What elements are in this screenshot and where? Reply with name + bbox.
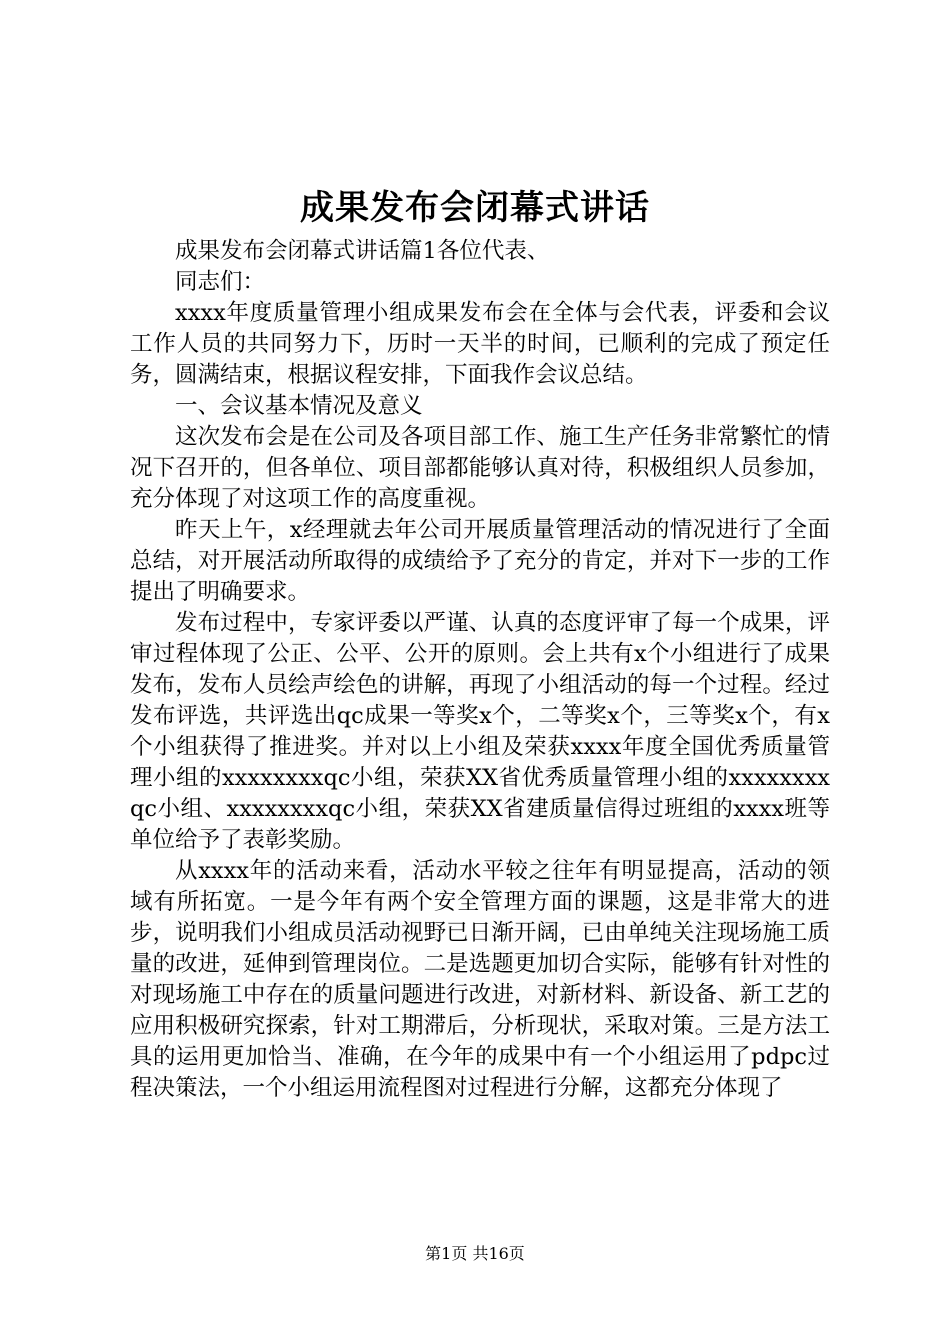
paragraph-body: 这次发布会是在公司及各项目部工作、施工生产任务非常繁忙的情况下召开的，但各单位、项目部都能够认真对待，积极组织人员参加，充分体现了对这项工作的高度重视。 [130,424,830,512]
paragraph-intro: xxxx年度质量管理小组成果发布会在全体与会代表，评委和会议工作人员的共同努力下，历时一天半的时间，已顺利的完成了预定任务，圆满结束，根据议程安排，下面我作会议总结。 [130,300,830,388]
paragraph-body: 昨天上午，x经理就去年公司开展质量管理活动的情况进行了全面总结，对开展活动所取得的成绩给予了充分的肯定，并对下一步的工作提出了明确要求。 [130,517,830,605]
paragraph-body: 发布过程中，专家评委以严谨、认真的态度评审了每一个成果，评审过程体现了公正、公平、公开的原则。会上共有x个小组进行了成果发布，发布人员绘声绘色的讲解，再现了小组活动的每一个过程。经过发布评选，共评选出qc成果一等奖x个，二等奖x个，三等奖x个，有x个小组获得了推进奖。并对以上小组及荣获xxxx年度全国优秀质量管理小组的xxxxxxxxqc小组，荣获XX省优秀质量管理小组的xxxxxxxxqc小组、xxxxxxxxqc小组，荣获XX省建质量信得过班组的xxxx班等单位给予了表彰奖励。 [130,610,830,853]
paragraph-salutation: 同志们： [175,269,266,295]
paragraph-body: 从xxxx年的活动来看，活动水平较之往年有明显提高，活动的领域有所拓宽。一是今年有两个安全管理方面的课题，这是非常大的进步，说明我们小组成员活动视野已日渐开阔，已由单纯关注现场施工质量的改进，延伸到管理岗位。二是选题更加切合实际，能够有针对性的对现场施工中存在的质量问题进行改进，对新材料、新设备、新工艺的应用积极研究探索，针对工期滞后，分析现状，采取对策。三是方法工具的运用更加恰当、准确，在今年的成果中有一个小组运用了pdpc过程决策法，一个小组运用流程图对过程进行分解，这都充分体现了 [130,858,830,1101]
page-footer: 第1页 共16页 [425,1244,525,1263]
section-heading: 一、会议基本情况及意义 [175,393,423,419]
document-title: 成果发布会闭幕式讲话 [300,188,650,228]
document-body [130,236,830,1104]
paragraph-heading-line: 成果发布会闭幕式讲话篇1各位代表、 [175,238,550,264]
